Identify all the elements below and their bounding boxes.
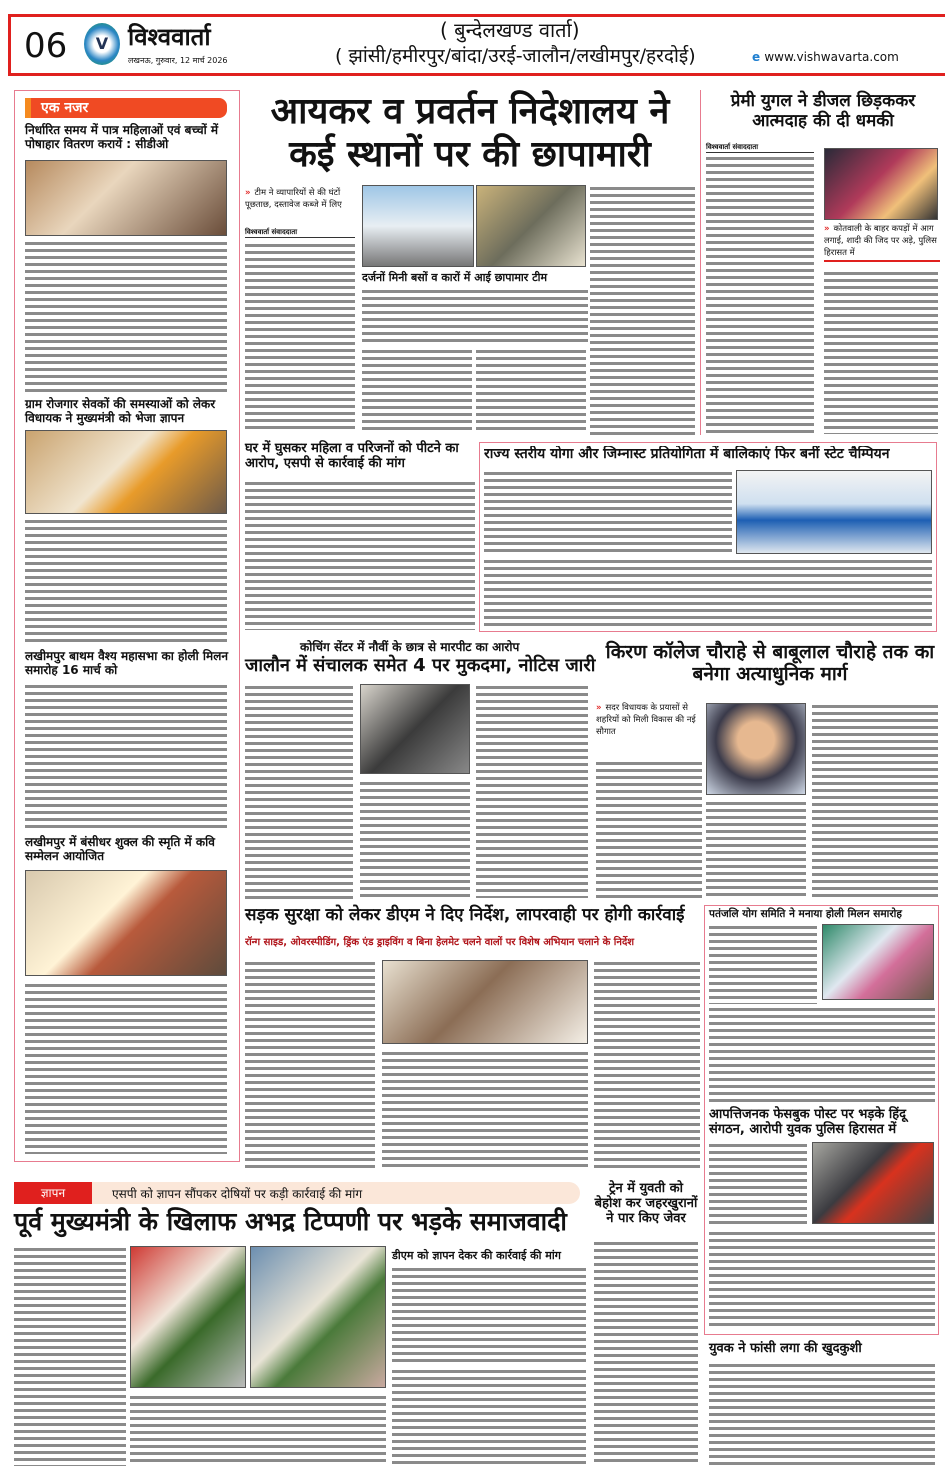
story-body [709,1362,935,1466]
story-headline: सड़क सुरक्षा को लेकर डीएम ने दिए निर्देश, लापरवाही पर होगी कार्रवाई [245,905,685,925]
story-body [392,1266,586,1362]
story-body [594,960,700,1170]
story-kicker: कोचिंग सेंटर में नौवीं के छात्र से मारपीट का आरोप [300,640,520,654]
story-headline: राज्य स्तरीय योगा और जिम्नास्ट प्रतियोगिता में बालिकाएं फिर बनीं स्टेट चैम्पियन [484,446,890,462]
story-headline: निर्धारित समय में पात्र महिलाओं एवं बच्चों में पोषाहार वितरण करायें : सीडीओ [25,123,219,151]
story-subhead: रॉन्ग साइड, ओवरस्पीडिंग, ड्रिंक एंड ड्राइविंग व बिना हेलमेट चलने वालों पर विशेष अभियान चलाने के निर्देश [245,937,635,948]
news-photo [812,1142,934,1224]
story-headline: लखीमपुर में बंसीधर शुक्ल की स्मृति में कवि सम्मेलन आयोजित [25,835,215,863]
news-photo [476,185,586,267]
right-column-border [700,90,701,435]
lead-subhead: दर्जनों मिनी बसों व कारों में आई छापामार टीम [362,271,548,284]
edition-districts: ( झांसी/हमीरपुर/बांदा/उरई-जालौन/लखीमपुर/हरदोई) [335,45,696,67]
story-body [709,1142,807,1226]
story-body [362,348,472,434]
news-photo [362,185,474,267]
right-kicker: » कोतवाली के बाहर कपड़ों में आग लगाई, शादी की जिद पर अड़े, पुलिस हिरासत में [824,224,940,262]
story-body [14,1246,126,1466]
story-headline: पूर्व मुख्यमंत्री के खिलाफ अभद्र टिप्पणी पर भड़के समाजवादी [14,1207,567,1236]
story-body [25,240,227,392]
story-body [25,518,227,644]
news-photo [736,470,932,554]
news-photo [250,1246,386,1388]
story-headline: ग्राम रोजगार सेवकों की समस्याओं को लेकर विधायक ने मुख्यमंत्री को भेजा ज्ञापन [25,397,216,425]
news-photo [25,430,227,514]
story-body [25,683,227,829]
news-photo [130,1246,246,1388]
story-headline: घर में घुसकर महिला व परिजनों को पीटने का आरोप, एसपी से कार्रवाई की मांग [245,441,459,471]
story-body [476,348,586,434]
story-body [709,1006,935,1102]
lead-headline: आयकर व प्रवर्तन निदेशालय ने कई स्थानों पर की छापामारी [270,91,670,176]
ek-nazar-badge: एक नजर [25,98,227,118]
story-headline: युवक ने फांसी लगा की खुदकुशी [709,1341,862,1356]
story-body [245,684,353,899]
story-body [709,924,817,1004]
story-subhead: डीएम को ज्ञापन देकर की कार्रवाई की मांग [392,1249,561,1262]
story-headline: जालौन में संचालक समेत 4 पर मुकदमा, नोटिस जारी [245,655,596,676]
news-photo [822,924,934,1000]
page-number: 06 [24,26,68,66]
story-body [706,155,814,433]
gyapan-strapline: एसपी को ज्ञापन सौंपकर दोषियों पर कड़ी कार्रवाई की मांग [112,1187,363,1201]
story-headline: किरण कॉलेज चौराहे से बाबूलाल चौराहे तक का बनेगा अत्याधुनिक मार्ग [605,641,935,685]
story-body [25,982,227,1154]
browser-icon: e [752,50,765,64]
story-body [245,242,355,432]
story-body [594,1240,698,1466]
news-photo [706,703,806,795]
edition-title: ( बुन्देलखण्ड वार्ता) [440,18,580,42]
story-body [590,185,695,435]
story-body [362,288,588,342]
byline: विश्ववार्ता संवाददाता [706,143,814,153]
story-body [382,1050,588,1170]
story-headline: पतंजलि योग समिति ने मनाया होली मिलन समारोह [709,908,902,920]
dateline: लखनऊ, गुरुवार, 12 मार्च 2026 [128,56,228,65]
story-body [484,558,932,628]
news-photo [25,160,227,236]
story-headline: लखीमपुर बाथम वैश्य महासभा का होली मिलन समारोह 16 मार्च को [25,649,229,677]
gyapan-tag: ज्ञापन [14,1182,92,1204]
news-photo [25,870,227,976]
story-body [476,684,588,898]
news-photo [824,148,938,220]
story-body [824,270,938,434]
story-body [130,1394,386,1466]
paper-name: विश्ववार्ता [128,23,211,51]
story-body [245,480,475,630]
story-body [596,760,702,898]
logo-icon: V [84,23,120,65]
story-kicker: » सदर विधायक के प्रयासों से शहरियों को मिली विकास की नई सौगात [596,703,702,739]
news-photo [360,684,470,774]
right-headline: प्रेमी युगल ने डीजल छिड़ककर आत्मदाह की दी धमकी [730,91,916,131]
story-headline: आपत्तिजनक फेसबुक पोस्ट पर भड़के हिंदू संगठन, आरोपी युवक पुलिस हिरासत में [709,1107,907,1137]
story-body [484,470,732,556]
story-body [360,780,470,898]
story-body [392,1368,586,1466]
lead-kicker: » टीम ने व्यापारियों से की घंटों पूछताछ, दस्तावेज कब्जे में लिए [245,188,355,212]
story-body [709,1230,935,1330]
website-link[interactable]: e www.vishwavarta.com [752,50,899,64]
story-body [706,800,806,898]
story-headline: ट्रेन में युवती को बेहोश कर जहरखुरानों ने पार किए जेवर [594,1181,698,1226]
byline: विश्ववार्ता संवाददाता [245,228,355,238]
news-photo [382,960,588,1044]
story-body [245,960,375,1170]
story-body [812,703,938,898]
